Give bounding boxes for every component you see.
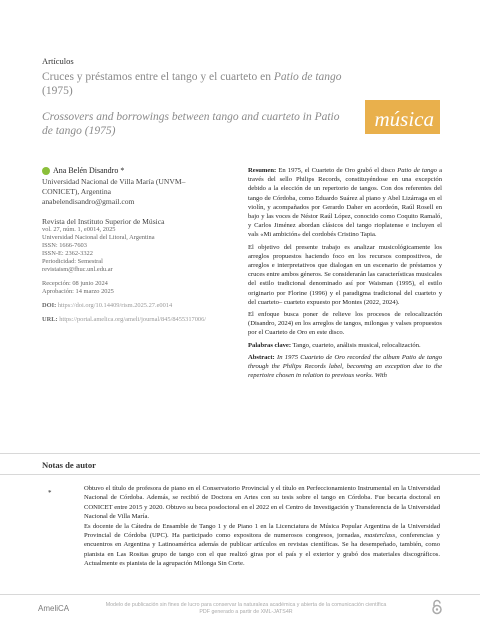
keywords-label: Palabras clave: [248, 341, 292, 349]
footer-line-1: Modelo de publicación sin fines de lucro para conservar la naturaleza académica y abierta de la comunicación científica [105, 602, 387, 608]
affiliation-line: CONICET), Argentina [42, 186, 112, 196]
abstract-en-text: In 1975 Cuarteto de Oro recorded the album Patio de tango through the Philips Records label, becoming an exception due to the repertoire chosen in relation to previous works. With [248, 353, 442, 380]
url-label: URL: [42, 316, 58, 324]
abstract-es-p3: El enfoque busca poner de relieve los procesos de relocalización (Disandro, 2024) en los arreglos de tangos, milongas y valses propuestos por el Cuarteto de Oro en este disco. [248, 311, 442, 337]
note-text: , conferencias y encuentros en Argentina y Latinoamérica además de publicar artículos en revistas científicas. Se ha desempeñado, también, como pianista en Las Rositas grupo de tango con el que realizó giras por el país y el exterior y grabó dos materiales discográficos. Actualmente es pianista de la agrupación Milonga Sin Corte. [84, 532, 440, 568]
abstract-en [248, 353, 442, 381]
author-note [84, 484, 440, 569]
abstract-text: En 1975, el Cuarteto de Oro grabó el disco [276, 167, 398, 174]
author-affiliation [42, 177, 242, 207]
journal-name: Revista del Instituto Superior de Música [42, 216, 165, 226]
notes-title: Notas de autor [42, 460, 96, 470]
author-name: Ana Belén Disandro * [53, 166, 125, 175]
title-es-main: Cruces y préstamos entre el tango y el cuarteto en [42, 71, 274, 83]
author-email[interactable]: anabelendisandro@gmail.com [42, 196, 135, 206]
note-p1: Obtuvo el título de profesora de piano en el Conservatorio Provincial y el título en Perfeccionamiento Instrumental en la Universidad Nacional de Córdoba. Además, se recibió de Doctora en Artes con su tesis sobre el tango en Córdoba. Fue becaria doctoral en CONICET entre 2015 y 2020. Obtuvo su beca posdoctoral en el 2022 en el Centro de Investigación y Transferencia de la Universidad Nacional de Villa María. [84, 485, 440, 521]
url-line [42, 316, 242, 324]
footer-divider [0, 594, 480, 595]
section-badge [365, 100, 440, 134]
meta-issn: ISSN: 1666-7603 [42, 242, 87, 250]
footer-text [96, 602, 396, 616]
url-link[interactable]: https://portal.amelica.org/ameli/journal/845/8455317006/ [59, 316, 207, 324]
meta-issn-e: ISSN-E: 2362-3322 [42, 250, 93, 258]
abstract-en-label: Abstract: [248, 353, 275, 361]
author-line [42, 166, 242, 176]
section-badge-label: música [374, 107, 434, 131]
amelica-logo[interactable]: AmeliCA [38, 604, 70, 613]
divider [0, 474, 480, 475]
abstract-column [248, 166, 442, 383]
doi-label: DOI: [42, 302, 57, 310]
meta-periodicity: Periodicidad: Semestral [42, 258, 103, 266]
meta-volume: vol. 27, núm. 1, e0014, 2025 [42, 226, 116, 234]
keywords [248, 341, 442, 350]
divider [0, 453, 480, 454]
keywords-text: Tango, cuarteto, análisis musical, relocalización. [291, 341, 421, 349]
meta-email[interactable]: revistaism@fhuc.unl.edu.ar [42, 266, 113, 274]
title-es-italic: Patio de tango [273, 71, 342, 83]
open-access-icon[interactable] [430, 599, 444, 615]
section-label: Artículos [42, 56, 74, 66]
abstract-label: Resumen: [248, 167, 277, 174]
abstract-es-p2: El objetivo del presente trabajo es analizar musicológicamente los arreglos propuestos haciendo foco en los recursos compositivos, de arreglos e interpretativos que dialogan en un escenario de préstamos y cruces entre ambos géneros. Se considerarán las características musicales del estilo tradicional denominado así por Waisman (1995), el estilo originario por Florine (1996) y el paradigma tradicional del cuarteto y del cuarteto– cuarteto expuesto por Montes (2022, 2024). [248, 243, 442, 306]
affiliation-line: Universidad Nacional de Villa María (UNVM– [42, 176, 186, 186]
date-received: Recepción: 08 junio 2024 [42, 280, 108, 288]
album-title: Patio de tango [397, 167, 437, 174]
note-text: Es docente de la Cátedra de Ensamble de Tango 1 y de Piano 1 en la Licenciatura de Música Popular Argentina de la Universidad Provincial de Córdoba (UPC). Ha participado como expositora de numerosos congresos, jornadas, [84, 522, 440, 540]
doi-line [42, 302, 242, 310]
author-info [42, 166, 242, 324]
note-italic: masterclass [364, 532, 396, 540]
abstract-text: a través del sello Philips Records, constituyéndose en una excepción debido a la elección de un repertorio de tangos. Con dos referentes del tango de Córdoba, como Eduardo Suárez al piano y Abel Lizárraga en el violín, y acompañados por Gerardo Daher en acordeón, Raúl Rosell en bajo y las voces de Néstor Raúl López, conocido como Coquito Ramaló, y Carlos Jiménez abordan clásicos del tango rioplatense e incluyen el vals «Mi ambición» del cordobés Cristino Tapia. [248, 167, 442, 239]
article-title-es [42, 70, 352, 98]
abstract-es-p1 [248, 166, 442, 240]
orcid-icon[interactable] [42, 167, 50, 175]
article-title-en: Crossovers and borrowings between tango and cuarteto in Patio de tango (1975) [42, 111, 340, 137]
title-es-year: (1975) [42, 85, 73, 97]
date-approved: Aprobación: 14 marzo 2025 [42, 288, 114, 296]
doi-link[interactable]: https://doi.org/10.14409/rism.2025.27.e0014 [57, 302, 173, 310]
journal-meta [42, 226, 242, 324]
meta-publisher: Universidad Nacional del Litoral, Argentina [42, 234, 155, 242]
note-p2 [84, 522, 440, 569]
footer-line-2: PDF generado a partir de XML-JATS4R [199, 609, 293, 615]
note-marker: * [48, 489, 52, 497]
